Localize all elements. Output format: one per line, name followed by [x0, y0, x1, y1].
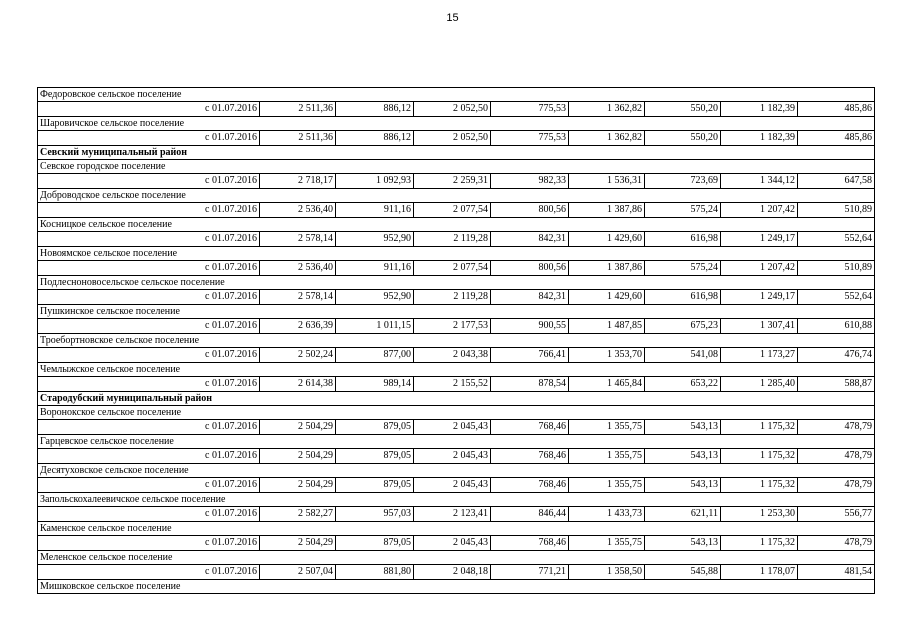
- value-cell: 2 718,17: [260, 174, 336, 189]
- value-cell: 2 504,29: [260, 478, 336, 493]
- value-cell: 2 504,29: [260, 420, 336, 435]
- value-cell: 1 362,82: [569, 102, 645, 117]
- value-cell: 900,55: [491, 319, 569, 334]
- value-cell: 2 636,39: [260, 319, 336, 334]
- date-cell: с 01.07.2016: [38, 377, 260, 392]
- value-cell: 552,64: [798, 232, 875, 247]
- value-cell: 2 077,54: [414, 261, 491, 276]
- table-row-values: [38, 507, 875, 522]
- value-cell: 476,74: [798, 348, 875, 363]
- settlement-row: [38, 247, 875, 261]
- value-cell: 1 355,75: [569, 420, 645, 435]
- settlement-name: Новоямское сельское поселение: [38, 247, 875, 261]
- value-cell: 1 355,75: [569, 536, 645, 551]
- value-cell: 2 511,36: [260, 102, 336, 117]
- settlement-name: Подлесноновосельское сельское поселение: [38, 276, 875, 290]
- value-cell: 1 249,17: [721, 290, 798, 305]
- table-row-values: [38, 449, 875, 464]
- value-cell: 1 178,07: [721, 565, 798, 580]
- value-cell: 886,12: [336, 131, 414, 146]
- table-row-values: [38, 232, 875, 247]
- value-cell: 1 285,40: [721, 377, 798, 392]
- value-cell: 510,89: [798, 203, 875, 218]
- value-cell: 1 175,32: [721, 478, 798, 493]
- value-cell: 2 536,40: [260, 203, 336, 218]
- value-cell: 1 387,86: [569, 203, 645, 218]
- table-row-values: [38, 565, 875, 580]
- district-row: [38, 392, 875, 406]
- value-cell: 2 578,14: [260, 290, 336, 305]
- table-row-values: [38, 131, 875, 146]
- value-cell: 989,14: [336, 377, 414, 392]
- district-name: Севский муниципальный район: [38, 146, 875, 160]
- value-cell: 879,05: [336, 420, 414, 435]
- value-cell: 842,31: [491, 290, 569, 305]
- value-cell: 2 155,52: [414, 377, 491, 392]
- date-cell: с 01.07.2016: [38, 507, 260, 522]
- value-cell: 1 465,84: [569, 377, 645, 392]
- value-cell: 2 045,43: [414, 449, 491, 464]
- table-body: [38, 88, 875, 594]
- settlement-name: Воронокское сельское поселение: [38, 406, 875, 420]
- table-row-values: [38, 536, 875, 551]
- settlement-name: Чемлыжское сельское поселение: [38, 363, 875, 377]
- value-cell: 2 048,18: [414, 565, 491, 580]
- value-cell: 1 249,17: [721, 232, 798, 247]
- value-cell: 575,24: [645, 203, 721, 218]
- value-cell: 881,80: [336, 565, 414, 580]
- value-cell: 842,31: [491, 232, 569, 247]
- settlement-row: [38, 305, 875, 319]
- value-cell: 541,08: [645, 348, 721, 363]
- value-cell: 1 307,41: [721, 319, 798, 334]
- tariff-table: [37, 87, 875, 594]
- date-cell: с 01.07.2016: [38, 131, 260, 146]
- settlement-name: Шаровичское сельское поселение: [38, 117, 875, 131]
- settlement-row: [38, 406, 875, 420]
- date-cell: с 01.07.2016: [38, 449, 260, 464]
- value-cell: 952,90: [336, 232, 414, 247]
- value-cell: 1 358,50: [569, 565, 645, 580]
- value-cell: 1 253,30: [721, 507, 798, 522]
- value-cell: 771,21: [491, 565, 569, 580]
- value-cell: 1 353,70: [569, 348, 645, 363]
- value-cell: 1 182,39: [721, 131, 798, 146]
- settlement-row: [38, 522, 875, 536]
- settlement-name: Федоровское сельское поселение: [38, 88, 875, 102]
- value-cell: 1 207,42: [721, 203, 798, 218]
- value-cell: 1 429,60: [569, 290, 645, 305]
- table-row-values: [38, 174, 875, 189]
- value-cell: 775,53: [491, 102, 569, 117]
- date-cell: с 01.07.2016: [38, 102, 260, 117]
- value-cell: 621,11: [645, 507, 721, 522]
- settlement-row: [38, 218, 875, 232]
- value-cell: 485,86: [798, 102, 875, 117]
- value-cell: 545,88: [645, 565, 721, 580]
- value-cell: 2 052,50: [414, 131, 491, 146]
- value-cell: 485,86: [798, 131, 875, 146]
- value-cell: 982,33: [491, 174, 569, 189]
- value-cell: 1 175,32: [721, 449, 798, 464]
- settlement-row: [38, 580, 875, 594]
- page-number: 15: [446, 12, 459, 24]
- value-cell: 2 504,29: [260, 536, 336, 551]
- value-cell: 478,79: [798, 478, 875, 493]
- settlement-name: Гарцевское сельское поселение: [38, 435, 875, 449]
- date-cell: с 01.07.2016: [38, 290, 260, 305]
- settlement-row: [38, 117, 875, 131]
- value-cell: 877,00: [336, 348, 414, 363]
- value-cell: 2 511,36: [260, 131, 336, 146]
- settlement-row: [38, 363, 875, 377]
- table-row-values: [38, 478, 875, 493]
- value-cell: 2 052,50: [414, 102, 491, 117]
- value-cell: 879,05: [336, 449, 414, 464]
- value-cell: 616,98: [645, 290, 721, 305]
- value-cell: 1 355,75: [569, 478, 645, 493]
- date-cell: с 01.07.2016: [38, 478, 260, 493]
- table-row-values: [38, 420, 875, 435]
- value-cell: 775,53: [491, 131, 569, 146]
- table-row-values: [38, 290, 875, 305]
- value-cell: 878,54: [491, 377, 569, 392]
- value-cell: 952,90: [336, 290, 414, 305]
- value-cell: 1 207,42: [721, 261, 798, 276]
- value-cell: 2 045,43: [414, 420, 491, 435]
- table-row-values: [38, 348, 875, 363]
- settlement-name: Десятуховское сельское поселение: [38, 464, 875, 478]
- value-cell: 478,79: [798, 420, 875, 435]
- settlement-name: Троебортновское сельское поселение: [38, 334, 875, 348]
- settlement-name: Доброводское сельское поселение: [38, 189, 875, 203]
- value-cell: 675,23: [645, 319, 721, 334]
- value-cell: 2 578,14: [260, 232, 336, 247]
- value-cell: 1 092,93: [336, 174, 414, 189]
- value-cell: 2 043,38: [414, 348, 491, 363]
- value-cell: 768,46: [491, 449, 569, 464]
- value-cell: 543,13: [645, 478, 721, 493]
- settlement-name: Запольскохалеевичское сельское поселение: [38, 493, 875, 507]
- value-cell: 2 614,38: [260, 377, 336, 392]
- value-cell: 911,16: [336, 203, 414, 218]
- value-cell: 1 344,12: [721, 174, 798, 189]
- settlement-name: Севское городское поселение: [38, 160, 875, 174]
- date-cell: с 01.07.2016: [38, 536, 260, 551]
- table-row-values: [38, 319, 875, 334]
- value-cell: 2 123,41: [414, 507, 491, 522]
- table-row-values: [38, 377, 875, 392]
- value-cell: 647,58: [798, 174, 875, 189]
- value-cell: 543,13: [645, 420, 721, 435]
- settlement-row: [38, 493, 875, 507]
- settlement-row: [38, 334, 875, 348]
- value-cell: 2 045,43: [414, 478, 491, 493]
- value-cell: 768,46: [491, 478, 569, 493]
- value-cell: 800,56: [491, 203, 569, 218]
- value-cell: 1 429,60: [569, 232, 645, 247]
- date-cell: с 01.07.2016: [38, 174, 260, 189]
- value-cell: 911,16: [336, 261, 414, 276]
- value-cell: 2 077,54: [414, 203, 491, 218]
- value-cell: 723,69: [645, 174, 721, 189]
- value-cell: 2 259,31: [414, 174, 491, 189]
- date-cell: с 01.07.2016: [38, 232, 260, 247]
- value-cell: 575,24: [645, 261, 721, 276]
- value-cell: 2 507,04: [260, 565, 336, 580]
- value-cell: 550,20: [645, 131, 721, 146]
- settlement-row: [38, 88, 875, 102]
- date-cell: с 01.07.2016: [38, 420, 260, 435]
- value-cell: 1 487,85: [569, 319, 645, 334]
- value-cell: 616,98: [645, 232, 721, 247]
- value-cell: 2 536,40: [260, 261, 336, 276]
- settlement-row: [38, 464, 875, 478]
- settlement-name: Мишковское сельское поселение: [38, 580, 875, 594]
- table-row-values: [38, 203, 875, 218]
- settlement-name: Каменское сельское поселение: [38, 522, 875, 536]
- value-cell: 768,46: [491, 420, 569, 435]
- date-cell: с 01.07.2016: [38, 203, 260, 218]
- value-cell: 1 175,32: [721, 536, 798, 551]
- date-cell: с 01.07.2016: [38, 348, 260, 363]
- value-cell: 1 173,27: [721, 348, 798, 363]
- settlement-row: [38, 276, 875, 290]
- value-cell: 588,87: [798, 377, 875, 392]
- value-cell: 800,56: [491, 261, 569, 276]
- value-cell: 768,46: [491, 536, 569, 551]
- value-cell: 1 387,86: [569, 261, 645, 276]
- value-cell: 1 175,32: [721, 420, 798, 435]
- value-cell: 766,41: [491, 348, 569, 363]
- value-cell: 481,54: [798, 565, 875, 580]
- value-cell: 879,05: [336, 478, 414, 493]
- settlement-name: Косницкое сельское поселение: [38, 218, 875, 232]
- settlement-name: Меленское сельское поселение: [38, 551, 875, 565]
- settlement-row: [38, 189, 875, 203]
- value-cell: 478,79: [798, 449, 875, 464]
- settlement-row: [38, 551, 875, 565]
- district-name: Стародубский муниципальный район: [38, 392, 875, 406]
- value-cell: 1 355,75: [569, 449, 645, 464]
- settlement-row: [38, 160, 875, 174]
- table-row-values: [38, 261, 875, 276]
- value-cell: 2 502,24: [260, 348, 336, 363]
- date-cell: с 01.07.2016: [38, 261, 260, 276]
- value-cell: 510,89: [798, 261, 875, 276]
- value-cell: 957,03: [336, 507, 414, 522]
- value-cell: 2 119,28: [414, 290, 491, 305]
- value-cell: 879,05: [336, 536, 414, 551]
- district-row: [38, 146, 875, 160]
- value-cell: 2 045,43: [414, 536, 491, 551]
- value-cell: 1 011,15: [336, 319, 414, 334]
- value-cell: 846,44: [491, 507, 569, 522]
- value-cell: 653,22: [645, 377, 721, 392]
- value-cell: 1 182,39: [721, 102, 798, 117]
- value-cell: 2 582,27: [260, 507, 336, 522]
- value-cell: 1 536,31: [569, 174, 645, 189]
- value-cell: 550,20: [645, 102, 721, 117]
- value-cell: 2 119,28: [414, 232, 491, 247]
- value-cell: 556,77: [798, 507, 875, 522]
- value-cell: 543,13: [645, 536, 721, 551]
- value-cell: 2 504,29: [260, 449, 336, 464]
- settlement-row: [38, 435, 875, 449]
- value-cell: 1 433,73: [569, 507, 645, 522]
- value-cell: 886,12: [336, 102, 414, 117]
- date-cell: с 01.07.2016: [38, 565, 260, 580]
- table-row-values: [38, 102, 875, 117]
- value-cell: 478,79: [798, 536, 875, 551]
- value-cell: 543,13: [645, 449, 721, 464]
- value-cell: 1 362,82: [569, 131, 645, 146]
- date-cell: с 01.07.2016: [38, 319, 260, 334]
- value-cell: 610,88: [798, 319, 875, 334]
- value-cell: 552,64: [798, 290, 875, 305]
- value-cell: 2 177,53: [414, 319, 491, 334]
- settlement-name: Пушкинское сельское поселение: [38, 305, 875, 319]
